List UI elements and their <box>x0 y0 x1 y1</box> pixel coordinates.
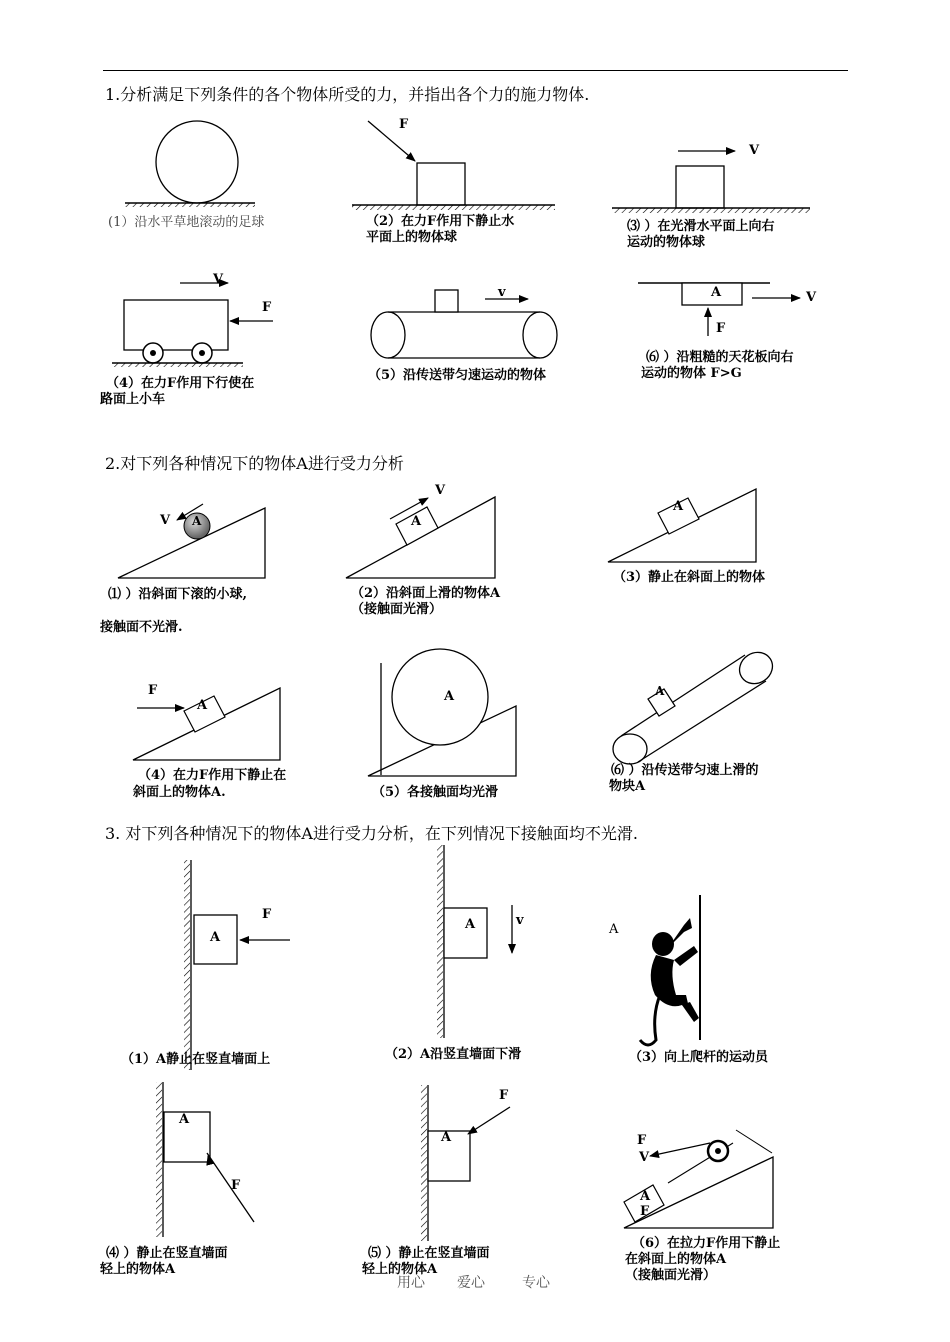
fig3-3-climber-label: A <box>609 922 619 937</box>
fig1-6-caption-line1: ⑹ ）沿粗糙的天花板向右 <box>646 350 794 365</box>
fig3-4-caption-line2: 轻上的物体A <box>100 1262 176 1277</box>
fig2-5-ball-wall-incline <box>368 649 516 776</box>
fig1-3-caption-line2: 运动的物体球 <box>627 235 706 250</box>
fig2-3-block-label: A <box>673 499 684 514</box>
fig2-4-caption-line1: （4）在力F作用下静止在 <box>138 768 287 783</box>
fig1-1-football <box>125 121 255 207</box>
fig1-1-caption: (1）沿水平草地滚动的足球 <box>108 215 265 230</box>
fig3-2-wall-block <box>437 845 512 1038</box>
fig3-6-caption-line2: 在斜面上的物体A <box>625 1252 727 1267</box>
fig1-4-caption-line1: （4）在力F作用下行使在 <box>106 376 255 391</box>
fig3-5-force-label: F <box>499 1088 509 1103</box>
section2-title: 2.对下列各种情况下的物体A进行受力分析 <box>105 454 404 473</box>
footer-item-2: 爱心 <box>457 1275 485 1291</box>
fig3-4-wall-block <box>156 1082 254 1237</box>
fig3-6-velocity-label: V <box>639 1150 650 1165</box>
fig1-4-caption-line2: 路面上小车 <box>100 392 166 407</box>
fig3-2-velocity-label: v <box>516 913 524 928</box>
fig3-5-block-label: A <box>441 1130 452 1145</box>
fig3-5-caption-line2: 轻上的物体A <box>362 1262 438 1277</box>
fig2-6-conveyor-incline <box>613 646 778 764</box>
fig1-3-block <box>612 151 810 213</box>
fig3-4-caption-line1: ⑷ ）静止在竖直墙面 <box>106 1246 228 1261</box>
fig1-6-velocity-label: V <box>806 290 817 305</box>
fig2-6-caption-line1: ⑹ ）沿传送带匀速上滑的 <box>611 763 759 778</box>
fig3-1-block-label: A <box>210 930 221 945</box>
fig2-2-caption-line2: （接触面光滑） <box>351 602 443 617</box>
fig2-2-caption-line1: （2）沿斜面上滑的物体A <box>351 586 501 601</box>
fig3-1-caption: （1）A静止在竖直墙面上 <box>121 1052 271 1067</box>
fig3-1-wall-block <box>184 860 290 1070</box>
fig3-5-caption-line1: ⑸ ）静止在竖直墙面 <box>368 1246 490 1261</box>
fig2-6-block-label: A <box>655 684 665 698</box>
fig1-3-caption-line1: ⑶ ）在光滑水平面上向右 <box>627 219 775 234</box>
fig1-2-caption-line1: （2）在力F作用下静止水 <box>366 214 515 229</box>
fig1-2-block <box>352 121 555 210</box>
fig2-1-caption-line1: ⑴ ）沿斜面下滚的小球, <box>108 587 248 602</box>
fig1-4-force-label: F <box>262 300 272 315</box>
fig1-6-caption-line2: 运动的物体 F>G <box>641 366 742 381</box>
fig1-5-caption: （5）沿传送带匀速运动的物体 <box>368 368 547 383</box>
fig3-6-force-label: F <box>637 1133 647 1148</box>
fig1-3-velocity-label: V <box>749 143 760 158</box>
section3-title: 3. 对下列各种情况下的物体A进行受力分析，在下列情况下接触面均不光滑. <box>105 824 638 843</box>
fig2-1-caption-line2: 接触面不光滑. <box>100 620 183 635</box>
fig3-2-caption: （2）A沿竖直墙面下滑 <box>385 1047 522 1062</box>
fig1-6-force-label: F <box>716 321 726 336</box>
fig2-4-force-label: F <box>148 683 158 698</box>
fig2-2-velocity-label: V <box>435 483 446 498</box>
fig1-5-conveyor <box>371 290 557 358</box>
section1-title: 1.分析满足下列条件的各个物体所受的力，并指出各个力的施力物体. <box>105 85 590 104</box>
fig1-2-caption-line2: 平面上的物体球 <box>366 230 458 245</box>
fig2-2-block-incline <box>346 497 495 578</box>
fig1-4-velocity-label: V <box>213 272 224 287</box>
fig3-2-block-label: A <box>465 917 476 932</box>
fig1-2-force-label: F <box>399 117 409 132</box>
fig2-1-velocity-label: V <box>160 513 171 528</box>
fig3-3-climber <box>640 895 700 1045</box>
fig2-4-block-label: A <box>197 698 208 713</box>
fig3-5-wall-block <box>421 1085 510 1241</box>
fig3-6-block-label: A <box>640 1189 651 1204</box>
fig1-4-cart <box>112 283 273 367</box>
fig3-1-force-label: F <box>262 907 272 922</box>
fig1-5-velocity-label: v <box>498 285 506 300</box>
fig3-6-caption-line1: （6）在拉力F作用下静止 <box>632 1236 781 1251</box>
footer-item-1: 用心 <box>397 1275 425 1291</box>
fig3-4-force-label: F <box>231 1178 241 1193</box>
fig1-6-block-label: A <box>711 285 722 300</box>
fig2-3-caption: （3）静止在斜面上的物体 <box>613 570 766 585</box>
footer-item-3: 专心 <box>522 1275 550 1291</box>
fig3-3-caption: （3）向上爬杆的运动员 <box>629 1050 769 1065</box>
fig3-6-caption-line3: （接触面光滑） <box>625 1268 717 1283</box>
fig3-4-block-label: A <box>179 1112 190 1127</box>
fig2-6-caption-line2: 物块A <box>609 779 646 794</box>
fig2-5-caption: （5）各接触面均光滑 <box>372 785 499 800</box>
fig3-6-block-force-label: F <box>640 1204 650 1219</box>
fig2-2-block-label: A <box>411 514 422 529</box>
fig2-5-ball-label: A <box>444 689 455 704</box>
fig2-1-ball-label: A <box>192 514 202 528</box>
fig2-4-caption-line2: 斜面上的物体A. <box>133 785 226 800</box>
